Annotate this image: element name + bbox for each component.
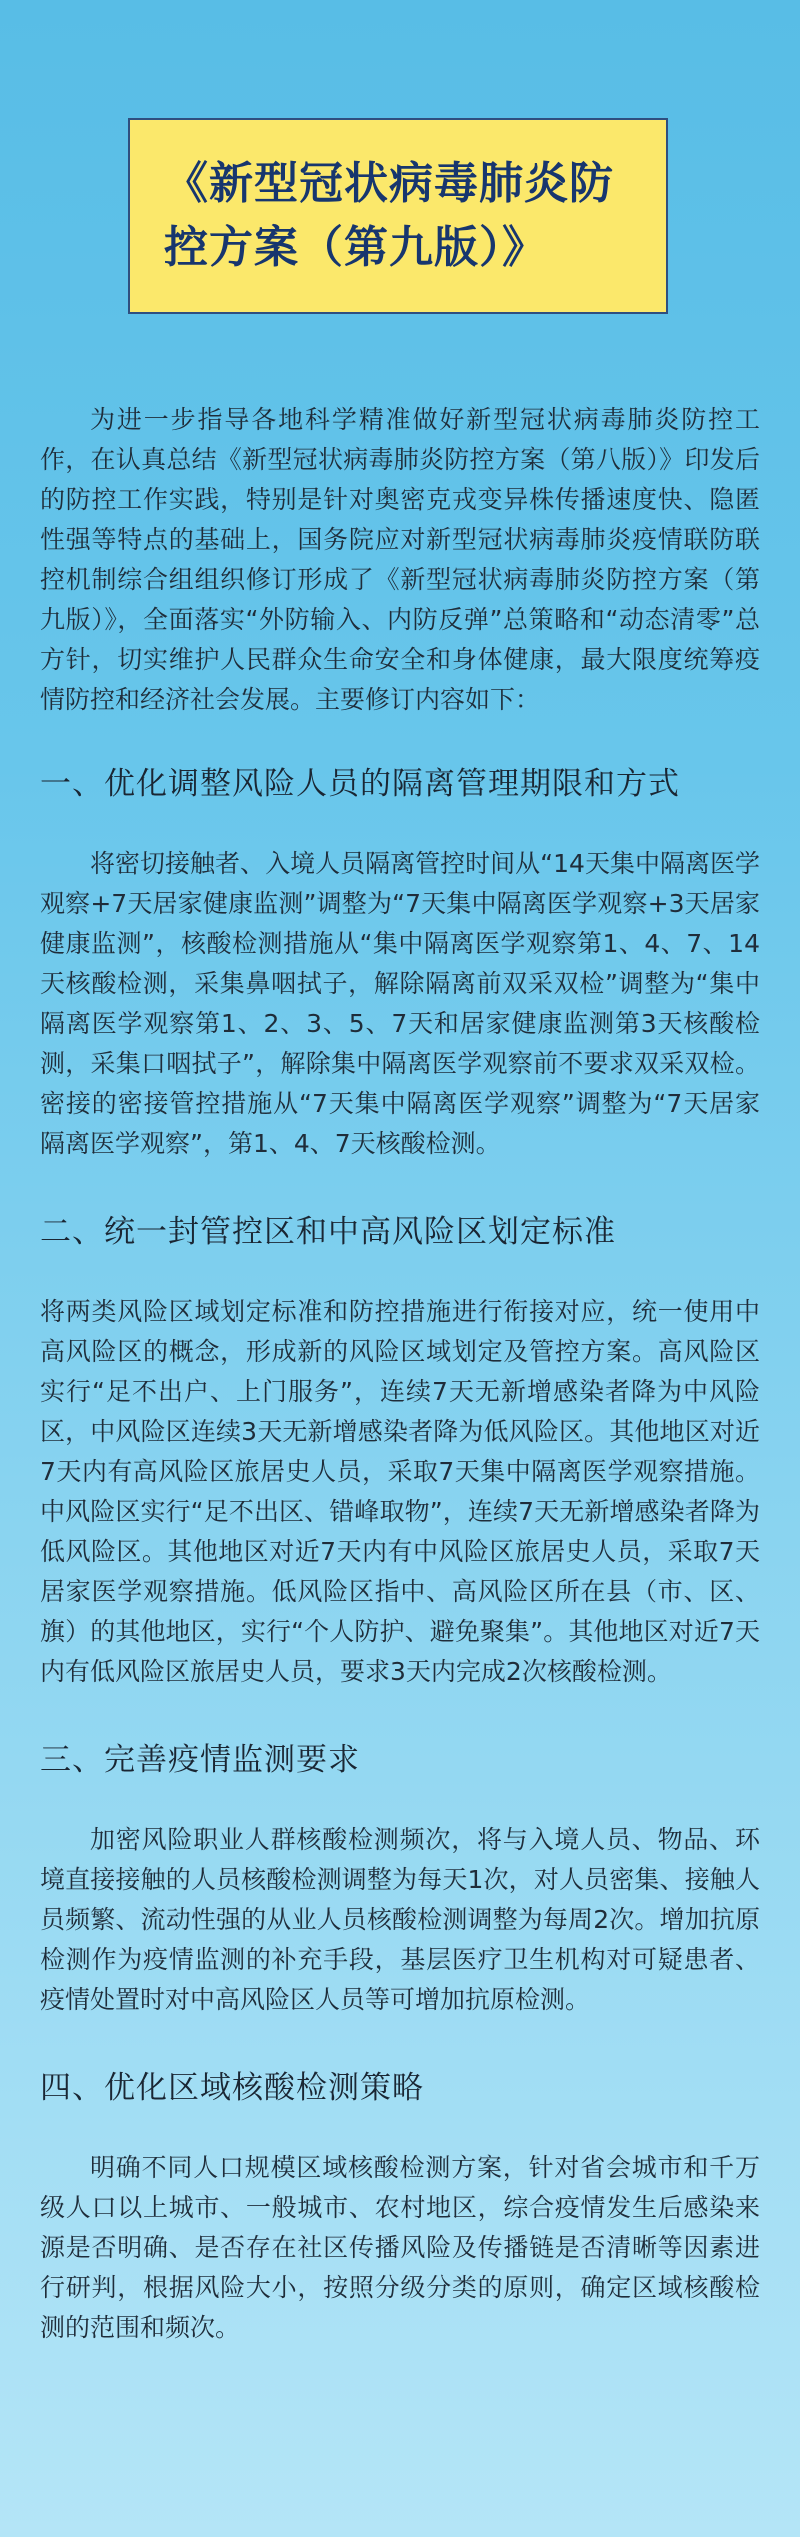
section-paragraph: 将两类风险区域划定标准和防控措施进行衔接对应，统一使用中高风险区的概念，形成新的风险区域划定及管控方案。高风险区实行“足不出户、上门服务”，连续7天无新增感染者降为中风险区，中风险区连续3天无新增感染者降为低风险区。其他地区对近7天内有高风险区旅居史人员，采取7天集中隔离医学观察措施。中风险区实行“足不出区、错峰取物”，连续7天无新增感染者降为低风险区。其他地区对近7天内有中风险区旅居史人员，采取7天居家医学观察措施。低风险区指中、高风险区所在县（市、区、旗）的其他地区，实行“个人防护、避免聚集”。其他地区对近7天内有低风险区旅居史人员，要求3天内完成2次核酸检测。 <box>40 1297 760 1686</box>
page-title: 《新型冠状病毒肺炎防控方案（第九版）》 <box>164 158 614 273</box>
title-banner <box>128 118 668 314</box>
section-paragraph: 加密风险职业人群核酸检测频次，将与入境人员、物品、环境直接接触的人员核酸检测调整为每天1次，对人员密集、接触人员频繁、流动性强的从业人员核酸检测调整为每周2次。增加抗原检测作为疫情监测的补充手段，基层医疗卫生机构对可疑患者、疫情处置时对中高风险区人员等可增加抗原检测。 <box>40 1825 760 2014</box>
section-heading: 一、优化调整风险人员的隔离管理期限和方式 <box>40 766 680 802</box>
section-2 <box>40 1210 760 1692</box>
intro-paragraph: 为进一步指导各地科学精准做好新型冠状病毒肺炎防控工作，在认真总结《新型冠状病毒肺炎防控方案（第八版）》印发后的防控工作实践，特别是针对奥密克戎变异株传播速度快、隐匿性强等特点的基础上，国务院应对新型冠状病毒肺炎疫情联防联控机制综合组组织修订形成了《新型冠状病毒肺炎防控方案（第九版）》，全面落实“外防输入、内防反弹”总策略和“动态清零”总方针，切实维护人民群众生命安全和身体健康，最大限度统筹疫情防控和经济社会发展。主要修订内容如下： <box>40 405 760 714</box>
section-paragraph: 将密切接触者、入境人员隔离管控时间从“14天集中隔离医学观察+7天居家健康监测”调整为“7天集中隔离医学观察+3天居家健康监测”，核酸检测措施从“集中隔离医学观察第1、4、7、14天核酸检测，采集鼻咽拭子，解除隔离前双采双检”调整为“集中隔离医学观察第1、2、3、5、7天和居家健康监测第3天核酸检测，采集口咽拭子”，解除集中隔离医学观察前不要求双采双检。密接的密接管控措施从“7天集中隔离医学观察”调整为“7天居家隔离医学观察”，第1、4、7天核酸检测。 <box>40 849 760 1158</box>
section-heading: 四、优化区域核酸检测策略 <box>40 2070 424 2106</box>
section-heading: 二、统一封管控区和中高风险区划定标准 <box>40 1214 616 1250</box>
section-paragraph: 明确不同人口规模区域核酸检测方案，针对省会城市和千万级人口以上城市、一般城市、农村地区，综合疫情发生后感染来源是否明确、是否存在社区传播风险及传播链是否清晰等因素进行研判，根据风险大小，按照分级分类的原则，确定区域核酸检测的范围和频次。 <box>40 2153 760 2342</box>
section-1 <box>40 762 760 1164</box>
section-heading: 三、完善疫情监测要求 <box>40 1742 360 1778</box>
section-3 <box>40 1738 760 2020</box>
section-4 <box>40 2066 760 2348</box>
article-body <box>40 400 760 2348</box>
